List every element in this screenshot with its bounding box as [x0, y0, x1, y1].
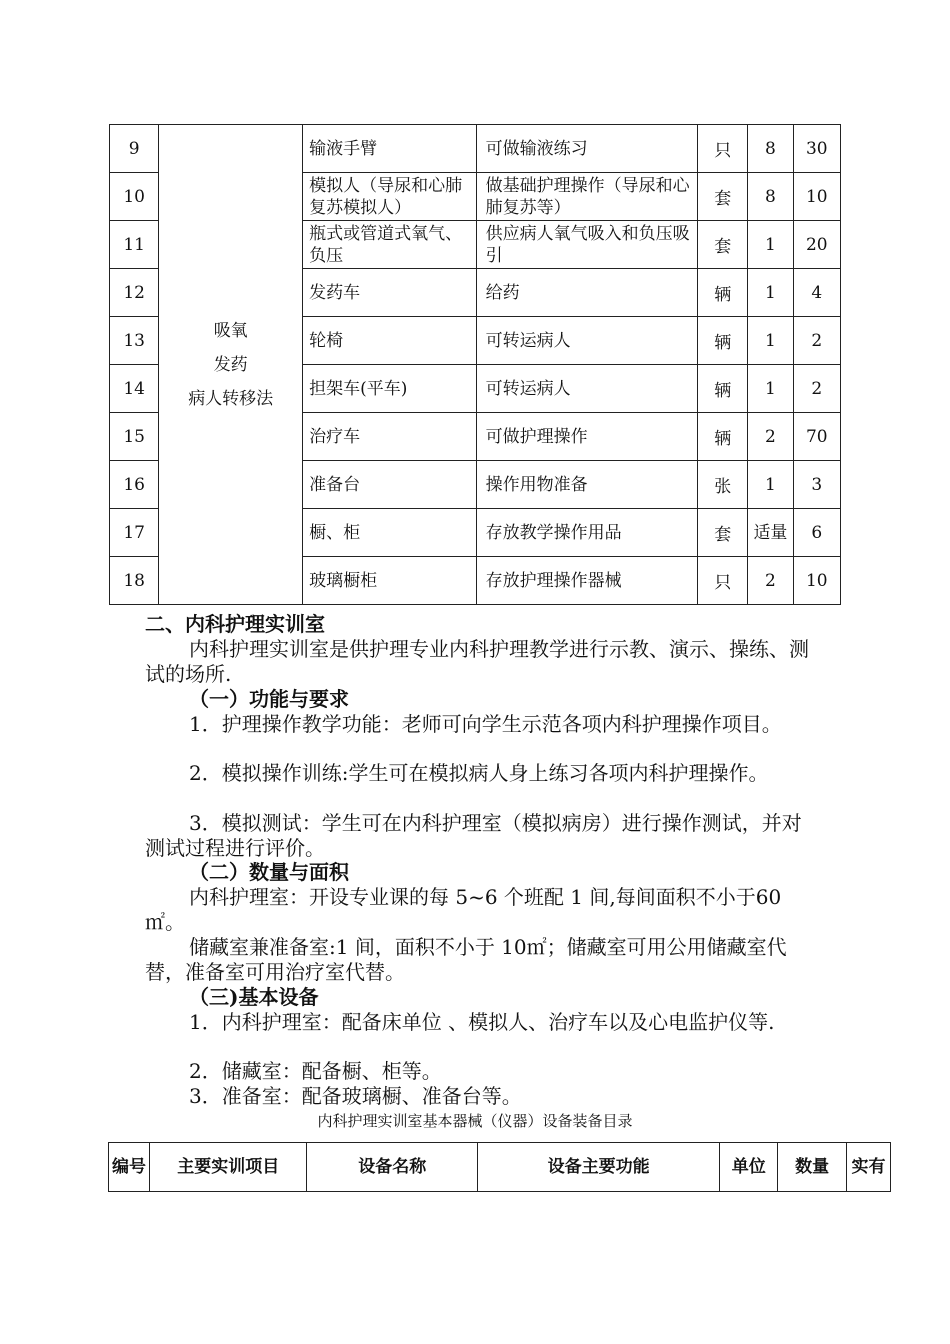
subheading-area: （二）数量与面积: [189, 860, 349, 884]
table-header-row: [109, 1143, 891, 1192]
equipment-unit: 只: [698, 557, 748, 605]
equipment-actual: 10: [793, 173, 840, 221]
equipment-name: 发药车: [303, 269, 477, 317]
equipment-unit: 辆: [698, 269, 748, 317]
header-project: 主要实训项目: [149, 1143, 307, 1192]
equipment-name: 输液手臂: [303, 125, 477, 173]
equipment-quantity: 8: [748, 173, 793, 221]
training-project-line: 吸氧: [213, 320, 248, 341]
equipment-function: 可做输液练习: [476, 125, 697, 173]
equipment-actual: 4: [793, 269, 840, 317]
row-number: 11: [110, 221, 159, 269]
equipment-unit: 套: [698, 509, 748, 557]
training-project-cell: [159, 125, 303, 605]
equipment-quantity: 1: [748, 317, 793, 365]
equipment-unit: 套: [698, 173, 748, 221]
equipment-quantity: 1: [748, 461, 793, 509]
equipment-function: 供应病人氧气吸入和负压吸引: [476, 221, 697, 269]
equipment-quantity: 1: [748, 365, 793, 413]
training-project-line: 病人转移法: [188, 388, 274, 409]
row-number: 12: [110, 269, 159, 317]
equipment-unit: 张: [698, 461, 748, 509]
equipment-unit: 套: [698, 221, 748, 269]
equipment-quantity: 2: [748, 413, 793, 461]
area-paragraph-1: 内科护理室：开设专业课的每 5~6 个班配 1 间,每间面积不小于60㎡。: [145, 885, 782, 934]
equipment-function: 操作用物准备: [476, 461, 697, 509]
row-number: 16: [110, 461, 159, 509]
row-number: 15: [110, 413, 159, 461]
equipment-function: 存放教学操作用品: [476, 509, 697, 557]
equipment-quantity: 1: [748, 269, 793, 317]
row-number: 10: [110, 173, 159, 221]
equipment-name: 准备台: [303, 461, 477, 509]
equipment-function: 存放护理操作器械: [476, 557, 697, 605]
equipment-actual: 70: [793, 413, 840, 461]
intro-paragraph: 内科护理实训室是供护理专业内科护理教学进行示教、演示、操练、测试的场所.: [145, 637, 809, 686]
row-number: 9: [110, 125, 159, 173]
function-item-3: 3．模拟测试：学生可在内科护理室（模拟病房）进行操作测试，并对测试过程进行评价。: [145, 811, 802, 860]
area-paragraph-2: 储藏室兼准备室:1 间，面积不小于 10㎡；储藏室可用公用储藏室代替，准备室可用治疗室代替。: [145, 935, 787, 984]
equipment-actual: 10: [793, 557, 840, 605]
equipment-item-1: 1．内科护理室：配备床单位 、模拟人、治疗车以及心电监护仪等.: [189, 1010, 775, 1034]
table-row: [110, 125, 841, 173]
equipment-function: 给药: [476, 269, 697, 317]
equipment-item-2: 2．储藏室：配备橱、柜等。: [189, 1059, 442, 1083]
header-name: 设备名称: [307, 1143, 478, 1192]
equipment-actual: 30: [793, 125, 840, 173]
equipment-name: 模拟人（导尿和心肺复苏模拟人）: [303, 173, 477, 221]
function-item-1: 1．护理操作教学功能：老师可向学生示范各项内科护理操作项目。: [189, 712, 782, 736]
equipment-table-header: [108, 1142, 891, 1192]
equipment-function: 可做护理操作: [476, 413, 697, 461]
equipment-actual: 2: [793, 317, 840, 365]
equipment-quantity: 8: [748, 125, 793, 173]
row-number: 17: [110, 509, 159, 557]
row-number: 13: [110, 317, 159, 365]
equipment-item-3: 3．准备室：配备玻璃橱、准备台等。: [189, 1084, 522, 1108]
equipment-unit: 只: [698, 125, 748, 173]
subheading-function: （一）功能与要求: [189, 687, 349, 711]
equipment-quantity: 2: [748, 557, 793, 605]
equipment-actual: 6: [793, 509, 840, 557]
section-title: 二、内科护理实训室: [145, 612, 325, 636]
table-caption: 内科护理实训室基本器械（仪器）设备装备目录: [317, 1112, 633, 1130]
equipment-name: 治疗车: [303, 413, 477, 461]
equipment-function: 可转运病人: [476, 365, 697, 413]
equipment-name: 轮椅: [303, 317, 477, 365]
equipment-quantity: 1: [748, 221, 793, 269]
equipment-function: 可转运病人: [476, 317, 697, 365]
header-actual: 实有: [847, 1143, 891, 1192]
equipment-actual: 2: [793, 365, 840, 413]
equipment-name: 担架车(平车): [303, 365, 477, 413]
header-function: 设备主要功能: [478, 1143, 720, 1192]
row-number: 18: [110, 557, 159, 605]
equipment-actual: 3: [793, 461, 840, 509]
subheading-equipment: （三)基本设备: [189, 985, 319, 1009]
equipment-unit: 辆: [698, 317, 748, 365]
equipment-name: 橱、柜: [303, 509, 477, 557]
header-num: 编号: [109, 1143, 150, 1192]
equipment-unit: 辆: [698, 365, 748, 413]
header-quantity: 数量: [778, 1143, 847, 1192]
function-item-2: 2．模拟操作训练:学生可在模拟病人身上练习各项内科护理操作。: [189, 761, 769, 785]
row-number: 14: [110, 365, 159, 413]
equipment-actual: 20: [793, 221, 840, 269]
equipment-name: 瓶式或管道式氧气、负压: [303, 221, 477, 269]
training-project-line: 发药: [213, 354, 248, 375]
equipment-name: 玻璃橱柜: [303, 557, 477, 605]
equipment-function: 做基础护理操作（导尿和心肺复苏等）: [476, 173, 697, 221]
equipment-quantity: 适量: [748, 509, 793, 557]
header-unit: 单位: [720, 1143, 778, 1192]
equipment-table-continued: [109, 124, 841, 605]
equipment-unit: 辆: [698, 413, 748, 461]
